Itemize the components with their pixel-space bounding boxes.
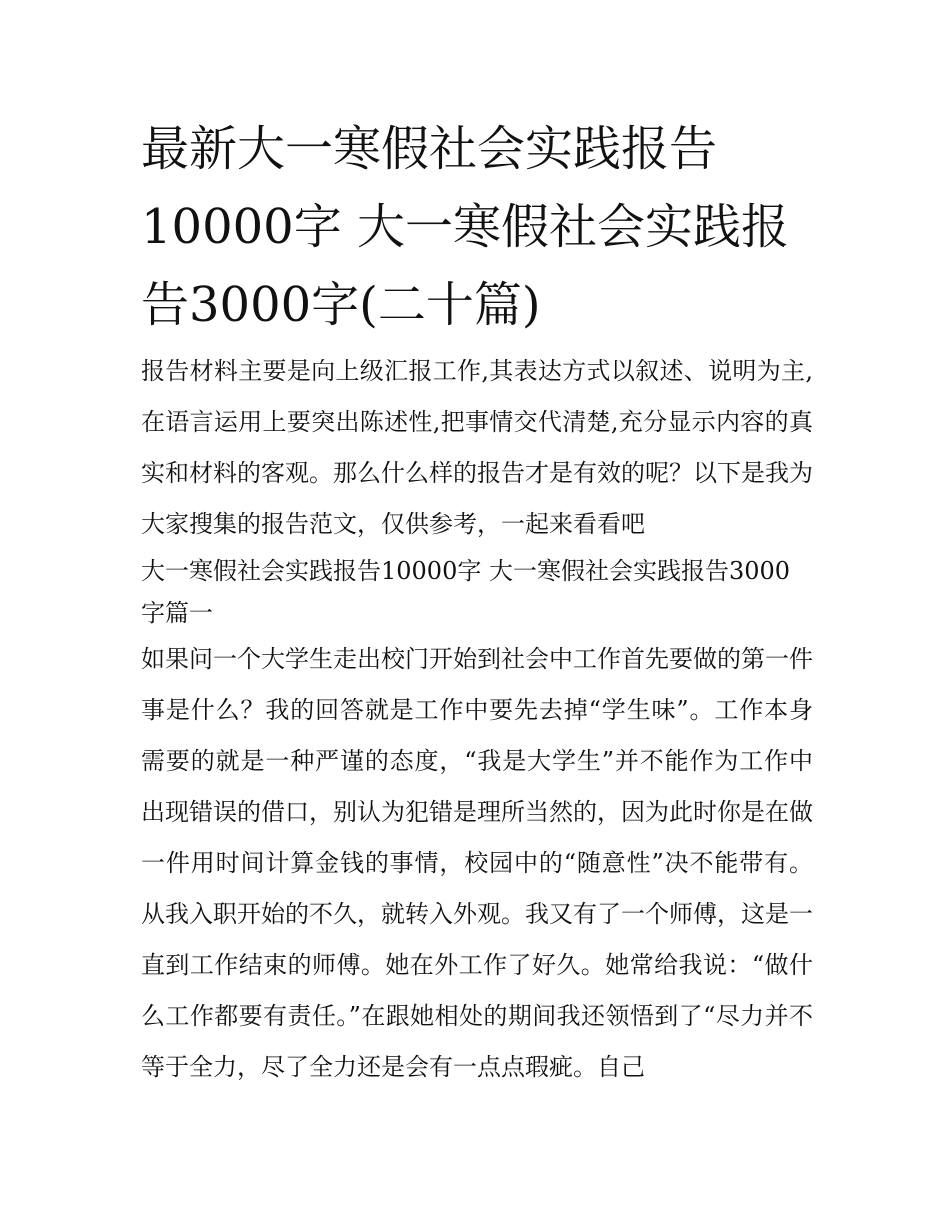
intro-paragraph: 报告材料主要是向上级汇报工作,其表达方式以叙述、说明为主,在语言运用上要突出陈述性,把事情交代清楚,充分显示内容的真实和材料的客观。那么什么样的报告才是有效的呢？以下是我为大家搜集的报告范文，仅供参考，一起来看看吧 <box>141 357 813 538</box>
document-title: 最新大一寒假社会实践报告10000字 大一寒假社会实践报告3000字(二十篇) <box>141 121 789 333</box>
document-page <box>141 110 813 1093</box>
body-paragraph: 如果问一个大学生走出校门开始到社会中工作首先要做的第一件事是什么？我的回答就是工作中要先去掉“学生味”。工作本身需要的就是一种严谨的态度，“我是大学生”并不能作为工作中出现错误的借口，别认为犯错是理所当然的，因为此时你是在做一件用时间计算金钱的事情，校园中的“随意性”决不能带有。从我入职开始的不久，就转入外观。我又有了一个师傅，这是一直到工作结束的师傅。她在外工作了好久。她常给我说：“做什么工作都要有责任。”在跟她相处的期间我还领悟到了“尽力并不等于全力，尽了全力还是会有一点点瑕疵。自己 <box>141 645 813 1081</box>
section-heading: 大一寒假社会实践报告10000字 大一寒假社会实践报告3000字篇一 <box>141 557 791 627</box>
